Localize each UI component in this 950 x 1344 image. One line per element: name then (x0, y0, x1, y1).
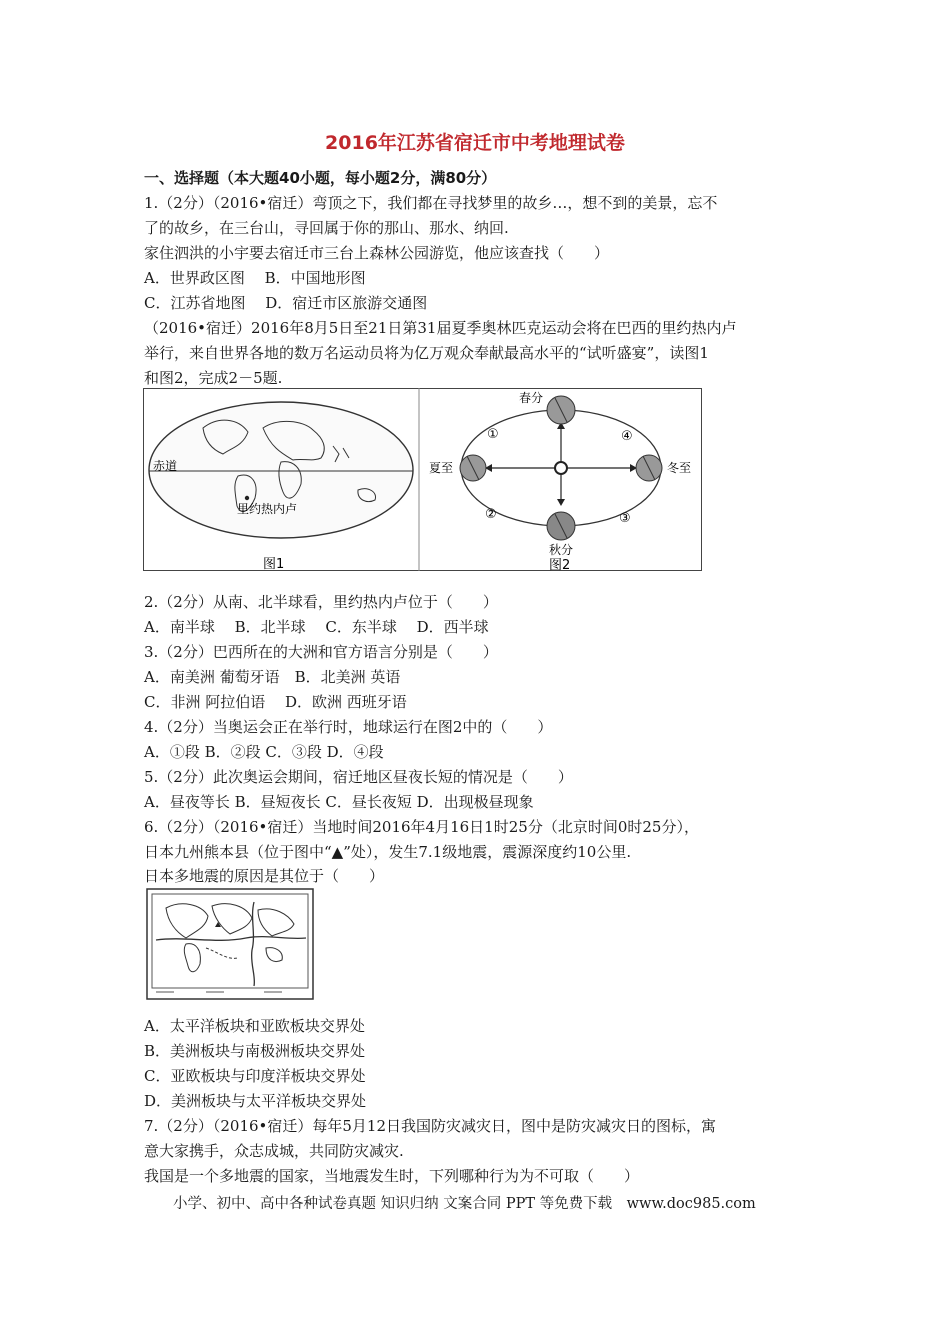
q2-options: A．南半球 B．北半球 C．东半球 D．西半球 (144, 618, 489, 636)
q5-stem: 5.（2分）此次奥运会期间，宿迁地区昼夜长短的情况是（ ） (144, 768, 573, 786)
intro-line3: 和图2，完成2－5题. (144, 369, 283, 387)
q2-stem: 2.（2分）从南、北半球看，里约热内卢位于（ ） (144, 593, 498, 611)
orbit-figure (429, 390, 691, 572)
winter-label: 冬至 (667, 461, 692, 475)
q1-options-cd: C．江苏省地图 D．宿迁市区旅游交通图 (144, 294, 428, 312)
segment-4-label: ④ (621, 429, 633, 444)
autumn-label: 秋分 (549, 543, 574, 557)
equator-label: 赤道 (153, 459, 178, 473)
q4-stem: 4.（2分）当奥运会正在举行时，地球运行在图2中的（ ） (144, 718, 553, 736)
q4-options: A．①段 B．②段 C．③段 D．④段 (144, 743, 384, 761)
summer-label: 夏至 (429, 461, 454, 475)
intro-line2: 举行，来自世界各地的数万名运动员将为亿万观众奉献最高水平的“试听盛宴”，读图1 (144, 344, 709, 362)
fig2-caption: 图2 (549, 558, 571, 572)
q6-stem-line2: 日本九州熊本县（位于图中“▲”处），发生7.1级地震，震源深度约10公里. (144, 843, 632, 861)
q6-option-b: B．美洲板块与南极洲板块交界处 (144, 1042, 366, 1060)
world-map-figure (149, 402, 413, 572)
q1-stem-line1: 1.（2分）（2016•宿迁）弯顶之下，我们都在寻找梦里的故乡…，想不到的美景，忘不 (144, 194, 718, 212)
q6-option-c: C．亚欧板块与印度洋板块交界处 (144, 1067, 366, 1085)
fig1-caption: 图1 (263, 557, 285, 572)
q1-options-ab: A．世界政区图 B．中国地形图 (144, 269, 366, 287)
q5-options: A．昼夜等长 B．昼短夜长 C．昼长夜短 D．出现极昼现象 (144, 793, 534, 811)
q7-stem-line2: 意大家携手，众志成城，共同防灾减灾. (144, 1142, 404, 1160)
q1-stem-line2: 了的故乡，在三台山，寻回属于你的那山、那水、纳回. (144, 219, 509, 237)
section-heading: 一、选择题（本大题40小题，每小题2分，满80分） (144, 169, 497, 187)
spring-label: 春分 (519, 391, 544, 405)
page-title: 2016年江苏省宿迁市中考地理试卷 (325, 132, 625, 154)
q6-option-a: A．太平洋板块和亚欧板块交界处 (144, 1017, 365, 1035)
q6-stem-line1: 6.（2分）（2016•宿迁）当地时间2016年4月16日1时25分（北京时间0时25分）， (144, 818, 699, 836)
plate-map-figure (146, 888, 314, 1000)
intro-line1: （2016•宿迁）2016年8月5日至21日第31届夏季奥林匹克运动会将在巴西的里约热内卢 (144, 319, 737, 337)
page-footer: 小学、初中、高中各种试卷真题 知识归纳 文案合同 PPT 等免费下载 www.doc985.com (173, 1196, 756, 1212)
q3-options-ab: A．南美洲 葡萄牙语 B．北美洲 英语 (144, 668, 401, 686)
segment-1-label: ① (487, 427, 499, 442)
segment-2-label: ② (485, 507, 497, 522)
city-label: 里约热内卢 (237, 502, 298, 516)
q7-stem-line1: 7.（2分）（2016•宿迁）每年5月12日我国防灾减灾日，图中是防灾减灾日的图标，寓 (144, 1117, 717, 1135)
q7-stem-line3: 我国是一个多地震的国家，当地震发生时，下列哪种行为为不可取（ ） (144, 1167, 640, 1185)
segment-3-label: ③ (619, 511, 631, 526)
figure-1-2 (143, 388, 703, 572)
q6-stem-line3: 日本多地震的原因是其位于（ ） (144, 867, 385, 885)
q1-stem-line3: 家住泗洪的小宇要去宿迁市三台上森林公园游览，他应该查找（ ） (144, 244, 610, 262)
q3-options-cd: C．非洲 阿拉伯语 D．欧洲 西班牙语 (144, 693, 407, 711)
q3-stem: 3.（2分）巴西所在的大洲和官方语言分别是（ ） (144, 643, 498, 661)
q6-option-d: D．美洲板块与太平洋板块交界处 (144, 1092, 367, 1110)
